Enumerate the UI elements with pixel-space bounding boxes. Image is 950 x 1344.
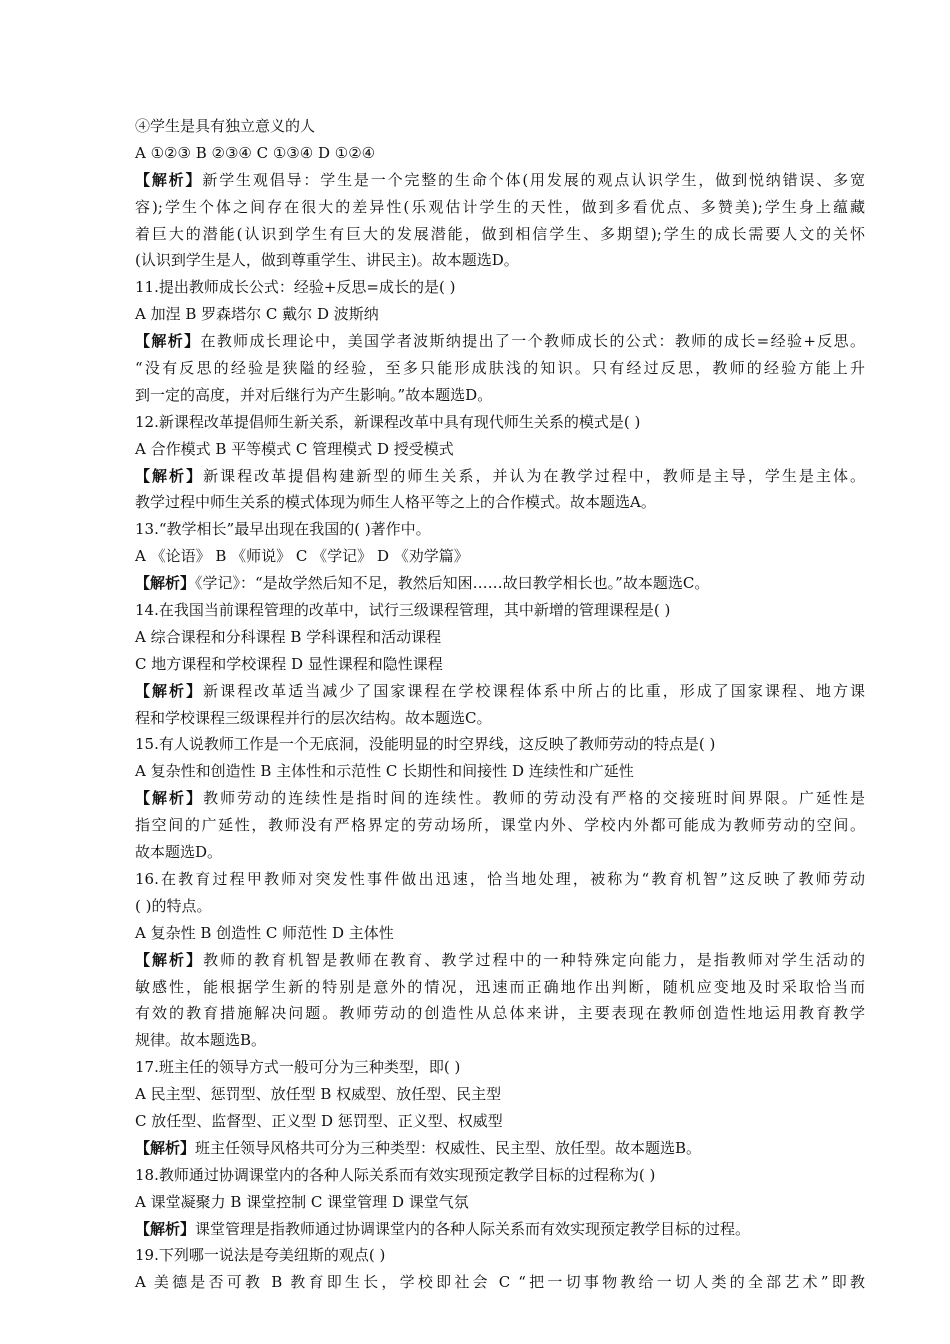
line-text: C 放任型、监督型、正义型 D 惩罚型、正义型、权威型 xyxy=(135,1111,503,1130)
text-line xyxy=(135,382,865,409)
text-line xyxy=(135,409,865,436)
text-line xyxy=(135,543,865,570)
text-line xyxy=(135,1027,865,1054)
text-line xyxy=(135,221,865,248)
analysis-tag: 【解析】 xyxy=(135,574,196,593)
line-text: 着巨大的潜能(认识到学生有巨大的发展潜能，做到相信学生、多期望);学生的成长需要人文的关怀 xyxy=(135,224,865,243)
analysis-tag: 【解析】 xyxy=(135,789,204,808)
analysis-line xyxy=(135,328,865,355)
line-text: A 美德是否可教 B 教育即生长，学校即社会 C “把一切事物教给一切人类的全部艺术”即教 xyxy=(135,1273,865,1292)
analysis-tag: 【解析】 xyxy=(135,170,203,189)
line-text: 18.教师通过协调课堂内的各种人际关系而有效实现预定教学目标的过程称为( ) xyxy=(135,1165,656,1184)
text-line xyxy=(135,1000,865,1027)
document-page xyxy=(135,113,865,1296)
line-text: 17.班主任的领导方式一般可分为三种类型，即( ) xyxy=(135,1058,461,1077)
line-text: C 地方课程和学校课程 D 显性课程和隐性课程 xyxy=(135,654,443,673)
line-text: A 综合课程和分科课程 B 学科课程和活动课程 xyxy=(135,627,442,646)
line-text: 规律。故本题选B。 xyxy=(135,1031,267,1050)
text-line xyxy=(135,651,865,678)
line-text: 教学过程中师生关系的模式体现为师生人格平等之上的合作模式。故本题选A。 xyxy=(135,493,656,512)
text-line xyxy=(135,194,865,221)
text-line xyxy=(135,516,865,543)
line-text: ( )的特点。 xyxy=(135,896,212,915)
line-text: A 民主型、惩罚型、放任型 B 权威型、放任型、民主型 xyxy=(135,1085,502,1104)
line-text: 指空间的广延性，教师没有严格界定的劳动场所，课堂内外、学校内外都可能成为教师劳动的空间。 xyxy=(135,816,865,835)
line-text: 有效的教育措施解决问题。教师劳动的创造性从总体来讲，主要表现在教师创造性地运用教育教学 xyxy=(135,1004,865,1023)
line-text: ④学生是具有独立意义的人 xyxy=(135,117,316,135)
analysis-line xyxy=(135,947,865,974)
line-text: 19.下列哪一说法是夸美纽斯的观点( ) xyxy=(135,1246,386,1265)
line-text: 故本题选D。 xyxy=(135,843,223,862)
line-text: 新课程改革适当减少了国家课程在学校课程体系中所占的比重，形成了国家课程、地方课 xyxy=(203,681,865,700)
text-line xyxy=(135,1054,865,1081)
text-line xyxy=(135,1189,865,1216)
analysis-tag: 【解析】 xyxy=(135,1219,196,1238)
text-line xyxy=(135,355,865,382)
line-text: 16.在教育过程甲教师对突发性事件做出迅速，恰当地处理，被称为“教育机智”这反映了教师劳动 xyxy=(135,869,865,888)
text-line xyxy=(135,1269,865,1296)
line-text: 在教师成长理论中，美国学者波斯纳提出了一个教师成长的公式：教师的成长=经验+反思。 xyxy=(200,332,865,351)
line-text: 12.新课程改革提倡师生新关系，新课程改革中具有现代师生关系的模式是( ) xyxy=(135,412,641,431)
line-text: 新课程改革提倡构建新型的师生关系，并认为在教学过程中，教师是主导，学生是主体。 xyxy=(203,466,865,485)
analysis-tag: 【解析】 xyxy=(135,1138,196,1157)
text-line xyxy=(135,705,865,732)
text-line xyxy=(135,489,865,516)
line-text: 教师的教育机智是教师在教育、教学过程中的一种特殊定向能力，是指教师对学生活动的 xyxy=(203,950,865,969)
analysis-line xyxy=(135,570,865,597)
text-line xyxy=(135,974,865,1001)
line-text: A 加涅 B 罗森塔尔 C 戴尔 D 波斯纳 xyxy=(135,305,379,324)
text-line xyxy=(135,113,865,140)
line-text: 新学生观倡导：学生是一个完整的生命个体(用发展的观点认识学生，做到悦纳错误、多宽 xyxy=(202,170,865,189)
line-text: 13.“教学相长”最早出现在我国的( )著作中。 xyxy=(135,520,431,539)
text-line xyxy=(135,1081,865,1108)
text-line xyxy=(135,1108,865,1135)
text-line xyxy=(135,597,865,624)
text-line xyxy=(135,247,865,274)
line-text: (认识到学生是人，做到尊重学生、讲民主)。故本题选D。 xyxy=(135,251,519,270)
analysis-line xyxy=(135,1135,865,1162)
text-line xyxy=(135,893,865,920)
analysis-line xyxy=(135,1216,865,1243)
line-text: 敏感性，能根据学生新的特别是意外的情况，迅速而正确地作出判断，随机应变地及时采取恰当而 xyxy=(135,977,865,996)
text-line xyxy=(135,920,865,947)
text-line xyxy=(135,812,865,839)
line-text: 14.在我国当前课程管理的改革中，试行三级课程管理，其中新增的管理课程是( ) xyxy=(135,601,671,620)
line-text: A 复杂性和创造性 B 主体性和示范性 C 长期性和间接性 D 连续性和广延性 xyxy=(135,762,634,781)
text-line xyxy=(135,866,865,893)
analysis-tag: 【解析】 xyxy=(135,950,204,969)
line-text: “没有反思的经验是狭隘的经验，至多只能形成肤浅的知识。只有经过反思，教师的经验方能上升 xyxy=(135,359,865,378)
analysis-line xyxy=(135,785,865,812)
line-text: 11.提出教师成长公式：经验+反思=成长的是( ) xyxy=(135,278,456,297)
text-line xyxy=(135,436,865,463)
line-text: A 课堂凝聚力 B 课堂控制 C 课堂管理 D 课堂气氛 xyxy=(135,1192,469,1211)
analysis-tag: 【解析】 xyxy=(135,332,201,351)
line-text: A 《论语》 B 《师说》 C 《学记》 D 《劝学篇》 xyxy=(135,547,469,566)
line-text: 班主任领导风格共可分为三种类型：权威性、民主型、放任型。故本题选B。 xyxy=(195,1138,702,1157)
analysis-tag: 【解析】 xyxy=(135,681,204,700)
line-text: 15.有人说教师工作是一个无底洞，没能明显的时空界线，这反映了教师劳动的特点是( ) xyxy=(135,735,716,754)
text-line xyxy=(135,731,865,758)
line-text: A 合作模式 B 平等模式 C 管理模式 D 授受模式 xyxy=(135,439,454,458)
line-text: A 复杂性 B 创造性 C 师范性 D 主体性 xyxy=(135,923,394,942)
analysis-line xyxy=(135,678,865,705)
line-text: A ①②③ B ②③④ C ①③④ D ①②④ xyxy=(135,143,376,162)
analysis-line xyxy=(135,167,865,194)
line-text: 程和学校课程三级课程并行的层次结构。故本题选C。 xyxy=(135,708,492,727)
line-text: 《学记》：“是故学然后知不足，教然后知困……故曰教学相长也。”故本题选C。 xyxy=(195,574,710,593)
text-line xyxy=(135,839,865,866)
text-line xyxy=(135,140,865,167)
text-line xyxy=(135,758,865,785)
text-line xyxy=(135,274,865,301)
analysis-line xyxy=(135,463,865,490)
line-text: 课堂管理是指教师通过协调课堂内的各种人际关系而有效实现预定教学目标的过程。 xyxy=(195,1219,751,1238)
line-text: 到一定的高度，并对后继行为产生影响。”故本题选D。 xyxy=(135,385,493,404)
text-line xyxy=(135,1242,865,1269)
text-line xyxy=(135,1162,865,1189)
text-line xyxy=(135,624,865,651)
line-text: 容);学生个体之间存在很大的差异性(乐观估计学生的天性，做到多看优点、多赞美);学生身上蕴藏 xyxy=(135,197,865,216)
line-text: 教师劳动的连续性是指时间的连续性。教师的劳动没有严格的交接班时间界限。广延性是 xyxy=(203,789,865,808)
text-line xyxy=(135,301,865,328)
analysis-tag: 【解析】 xyxy=(135,466,204,485)
